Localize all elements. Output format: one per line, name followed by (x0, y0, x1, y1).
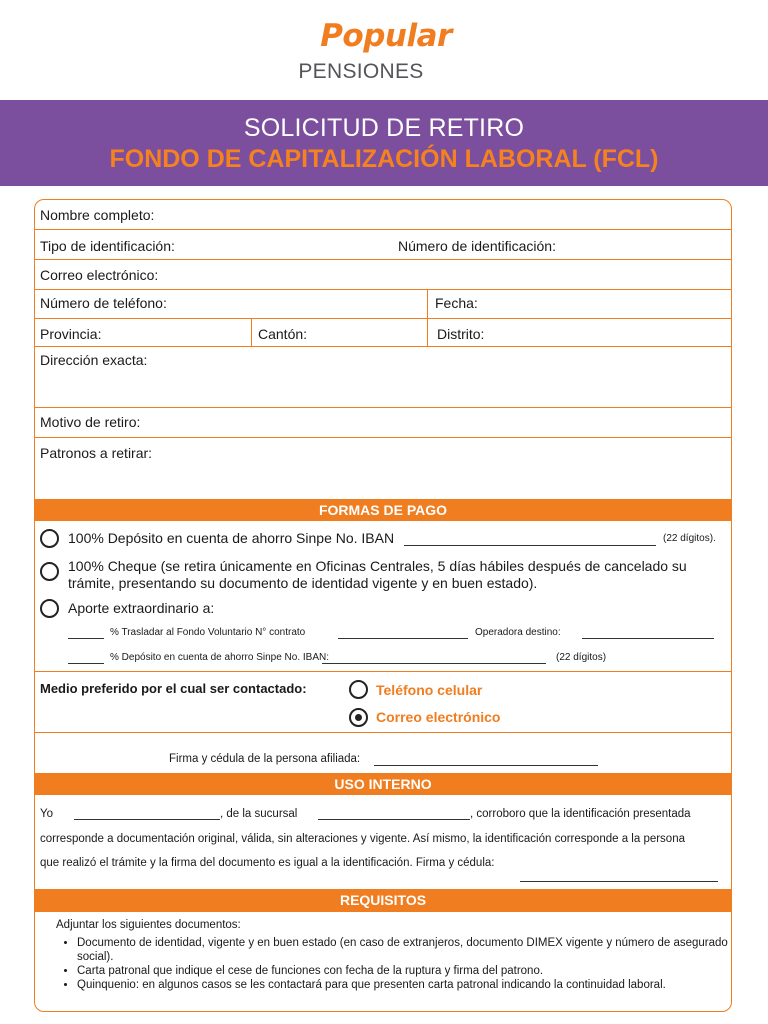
iban-blank[interactable] (404, 545, 656, 546)
provincia-field[interactable]: Provincia: (40, 326, 102, 342)
row-divider (34, 671, 732, 672)
operadora-blank[interactable] (582, 638, 714, 639)
percent-blank[interactable] (68, 663, 104, 664)
row-divider (34, 346, 732, 347)
digits-note: (22 dígitos) (556, 652, 607, 663)
radio-correo-electronico[interactable] (349, 708, 368, 727)
fecha-field[interactable]: Fecha: (435, 295, 478, 311)
brand-logo-subtitle: PENSIONES (298, 60, 424, 83)
page-subtitle: FONDO DE CAPITALIZACIÓN LABORAL (FCL) (109, 145, 659, 173)
distrito-field[interactable]: Distrito: (437, 326, 485, 342)
signature-blank[interactable] (374, 765, 598, 766)
canton-field[interactable]: Cantón: (258, 326, 308, 342)
nombre-field[interactable]: Nombre completo: (40, 207, 155, 223)
correo-field[interactable]: Correo electrónico: (40, 267, 159, 283)
officer-name-blank[interactable] (74, 819, 220, 820)
option-label: Teléfono celular (376, 682, 483, 698)
radio-deposito-iban[interactable] (40, 529, 59, 548)
contrato-blank[interactable] (338, 638, 468, 639)
internal-text: corresponde a documentación original, válida, sin alteraciones y vigente. Así mismo, la identificación corresponde a la persona (40, 833, 685, 845)
row-divider (34, 229, 732, 230)
direccion-field[interactable]: Dirección exacta: (40, 352, 148, 368)
option-label: 100% Cheque (se retira únicamente en Oficinas Centrales, 5 días hábiles después de cancelado su (68, 558, 687, 574)
option-label: 100% Depósito en cuenta de ahorro Sinpe No. IBAN (68, 530, 395, 546)
sub-option-label: % Depósito en cuenta de ahorro Sinpe No. IBAN: (110, 652, 330, 663)
motivo-field[interactable]: Motivo de retiro: (40, 414, 141, 430)
patronos-field[interactable]: Patronos a retirar: (40, 445, 153, 461)
radio-telefono-celular[interactable] (349, 680, 368, 699)
officer-signature-blank[interactable] (520, 881, 718, 882)
section-heading-uso-interno: USO INTERNO (34, 773, 732, 795)
column-divider (427, 289, 428, 318)
brand-logo: Popular (320, 18, 452, 54)
internal-text: , corroboro que la identificación presentada (470, 808, 691, 820)
option-label: trámite, presentando su documento de identidad vigente y en buen estado). (68, 575, 538, 591)
internal-text: , de la sucursal (220, 808, 298, 820)
row-divider (34, 732, 732, 733)
radio-cheque[interactable] (40, 562, 59, 581)
requirements-list (60, 936, 735, 992)
row-divider (34, 407, 732, 408)
list-item: • Documento de identidad, vigente y en buen estado (en caso de extranjeros, documento DIMEX vigente y número de asegurado social). (77, 936, 735, 964)
list-item: • Quinquenio: en algunos casos se les contactará para que presenten carta patronal indicando la continuidad laboral. (77, 978, 735, 992)
telefono-field[interactable]: Número de teléfono: (40, 295, 167, 311)
row-divider (34, 259, 732, 260)
contact-preference-label: Medio preferido por el cual ser contactado: (40, 681, 307, 696)
option-label: Aporte extraordinario a: (68, 600, 215, 616)
internal-text: Yo (40, 808, 54, 820)
iban-blank[interactable] (322, 663, 546, 664)
column-divider (251, 318, 252, 346)
branch-blank[interactable] (318, 819, 470, 820)
row-divider (34, 289, 732, 290)
signature-label: Firma y cédula de la persona afiliada: (169, 753, 361, 765)
internal-text: que realizó el trámite y la firma del documento es igual a la identificación. Firma y cédula: (40, 857, 495, 869)
numero-id-field[interactable]: Número de identificación: (398, 238, 556, 254)
section-heading-formas-pago: FORMAS DE PAGO (34, 499, 732, 521)
tipo-id-field[interactable]: Tipo de identificación: (40, 238, 175, 254)
section-heading-requisitos: REQUISITOS (34, 889, 732, 912)
row-divider (34, 318, 732, 319)
digits-note: (22 dígitos). (663, 533, 716, 544)
option-label: Correo electrónico (376, 709, 501, 725)
row-divider (34, 437, 732, 438)
column-divider (427, 318, 428, 346)
requirements-intro: Adjuntar los siguientes documentos: (56, 919, 241, 931)
sub-option-label: Operadora destino: (475, 627, 561, 638)
percent-blank[interactable] (68, 638, 104, 639)
list-item: • Carta patronal que indique el cese de funciones con fecha de la ruptura y firma del patrono. (77, 964, 735, 978)
radio-aporte-extraordinario[interactable] (40, 599, 59, 618)
sub-option-label: % Trasladar al Fondo Voluntario N° contrato (110, 627, 306, 638)
page-title: SOLICITUD DE RETIRO (243, 114, 525, 142)
